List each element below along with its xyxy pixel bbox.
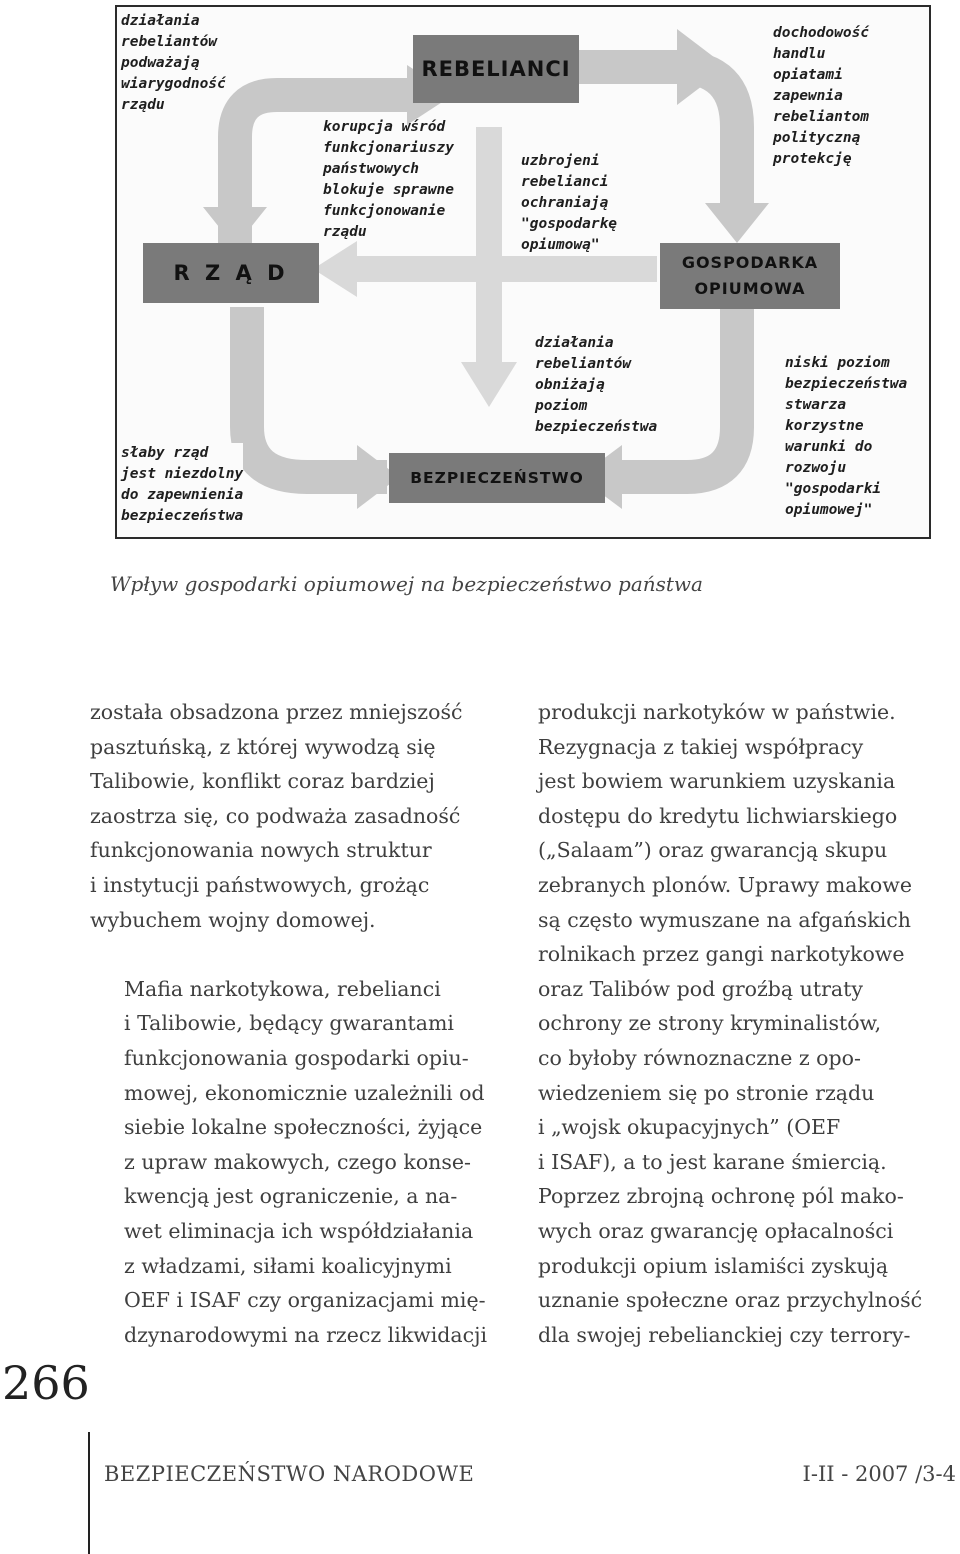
box-rzad-label: R Z Ą D (173, 261, 289, 285)
text-line: Poprzez zbrojną ochronę pól mako- (538, 1184, 904, 1209)
text-line: Rezygnacja z takiej współpracy (538, 734, 864, 759)
box-rebelianci (413, 35, 579, 103)
box-bezpieczenstwo (389, 453, 605, 503)
left-paragraph-1 (90, 695, 510, 937)
text-line: wiedzeniem się po stronie rządu (538, 1080, 875, 1105)
arrowhead-center-down (461, 362, 517, 407)
text-line: i „wojsk okupacyjnych” (OEF (538, 1115, 841, 1140)
text-line: siebie lokalne społeczności, żyjące (124, 1115, 483, 1140)
box-gospodarka-line2: OPIUMOWA (694, 279, 806, 298)
box-rzad (143, 243, 319, 303)
footer-rule (88, 1432, 90, 1554)
text-line: OEF i ISAF czy organizacjami mię- (124, 1288, 486, 1313)
text-line: z władzami, siłami koalicyjnymi (124, 1253, 452, 1278)
text-line: wybuchem wojny domowej. (90, 907, 376, 932)
note-bottom-left: słaby rząd jest niezdolny do zapewnienia bezpieczeństwa (121, 443, 243, 527)
text-line: dostępu do kredytu lichwiarskiego (538, 803, 898, 828)
text-line: została obsadzona przez mniejszość (90, 700, 463, 724)
text-line: z upraw makowych, czego konse- (124, 1149, 471, 1174)
left-paragraph-2 (90, 972, 510, 1353)
text-line: mowej, ekonomicznie uzależnili od (124, 1080, 485, 1105)
box-gospodarka-line1: GOSPODARKA (681, 253, 819, 272)
text-line: produkcji narkotyków w państwie. (538, 700, 896, 724)
page-number: 266 (2, 1356, 90, 1410)
text-line: są często wymuszane na afgańskich (538, 907, 911, 932)
text-line: uznanie społeczne oraz przychylność (538, 1288, 923, 1313)
box-bezpieczenstwo-label: BEZPIECZEŃSTWO (410, 469, 584, 487)
text-line: kwencją jest ograniczenie, a na- (124, 1184, 458, 1209)
text-line: oraz Talibów pod groźbą utraty (538, 976, 863, 1001)
note-bottom-center: działania rebeliantów obniżają poziom bezpieczeństwa (535, 333, 657, 438)
text-line: Talibowie, konflikt coraz bardziej (90, 769, 435, 794)
note-top-right: dochodowość handlu opiatami zapewnia rebeliantom polityczną protekcję (773, 25, 870, 167)
arrowhead-gospodarka (705, 203, 769, 243)
note-center-right: uzbrojeni rebelianci ochraniają "gospodarkę opiumową" (521, 153, 618, 253)
right-paragraph (538, 695, 958, 1352)
text-line: („Salaam”) oraz gwarancją skupu (538, 838, 888, 863)
arrowhead-rzad (203, 207, 267, 247)
text-line: funkcjonowania nowych struktur (90, 838, 432, 863)
arrowhead-center-left (313, 241, 357, 297)
text-line: co byłoby równoznaczne z opo- (538, 1045, 861, 1070)
text-line: dla swojej rebelianckiej czy terrory- (538, 1322, 911, 1347)
box-rebelianci-label: REBELIANCI (421, 57, 571, 81)
journal-title: BEZPIECZEŃSTWO NARODOWE (104, 1462, 475, 1486)
text-line: pasztuńską, z której wywodzą się (90, 734, 436, 759)
text-line: i instytucji państwowych, grożąc (90, 872, 430, 897)
issue-number: I-II - 2007 /3-4 (802, 1462, 956, 1486)
text-line: i Talibowie, będący gwarantami (124, 1011, 454, 1036)
note-top-left: działania rebeliantów podważają wiarygodność rządu (121, 13, 226, 113)
figure-caption: Wpływ gospodarki opiumowej na bezpieczeństwo państwa (110, 572, 703, 596)
text-line: produkcji opium islamiści zyskują (538, 1253, 889, 1278)
arrow-bezpieczenstwo-to-rzad (247, 307, 387, 477)
opium-economy-diagram (115, 5, 931, 539)
text-line: wet eliminacja ich współdziałania (124, 1218, 474, 1243)
box-gospodarka-opiumowa (660, 243, 840, 309)
text-line: jest bowiem warunkiem uzyskania (538, 769, 896, 794)
text-line: ochrony ze strony kryminalistów, (538, 1011, 882, 1036)
left-column (90, 695, 510, 1352)
right-column (538, 695, 958, 1352)
note-bottom-right: niski poziom bezpieczeństwa stwarza korzystne warunki do rozwoju "gospodarki opiumowej" (785, 353, 907, 521)
text-line: funkcjonowania gospodarki opiu- (124, 1045, 469, 1070)
text-line: dzynarodowymi na rzecz likwidacji (124, 1322, 488, 1347)
text-line: zaostrza się, co podważa zasadność (90, 803, 461, 828)
note-center-left: korupcja wśród funkcjonariuszy państwowych blokuje sprawne funkcjonowanie rządu (323, 119, 454, 240)
text-line: wych oraz gwarancję opłacalności (538, 1218, 894, 1243)
text-line: i ISAF), a to jest karane śmiercią. (538, 1149, 887, 1174)
text-line: rolnikach przez gangi narkotykowe (538, 942, 905, 967)
text-line: Mafia narkotykowa, rebelianci (124, 976, 441, 1001)
text-line: zebranych plonów. Uprawy makowe (538, 872, 912, 897)
